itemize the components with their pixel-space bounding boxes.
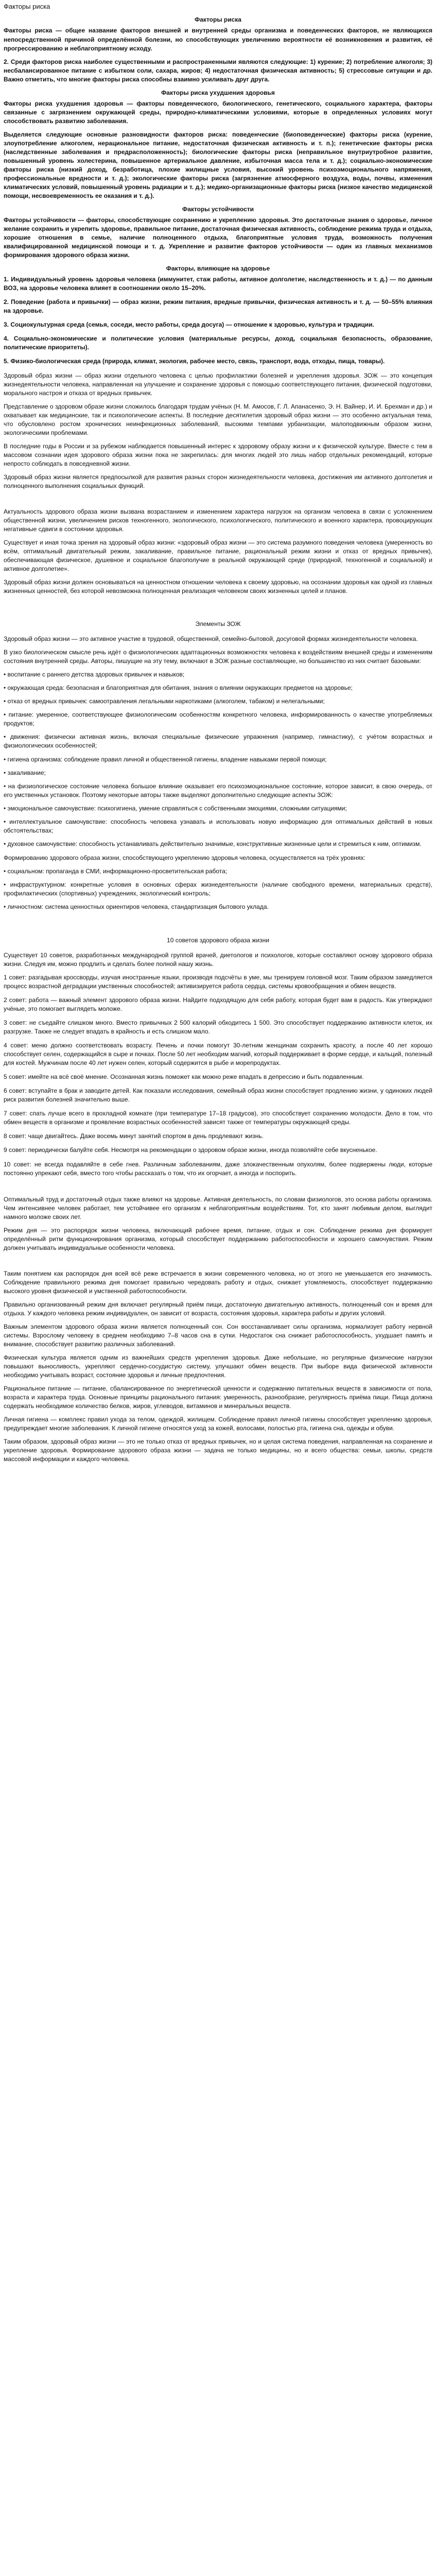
section-heading-ten-tips: 10 советов здорового образа жизни — [167, 936, 269, 944]
list-item: • закаливание; — [4, 769, 432, 777]
paragraph: Режим дня — это распорядок жизни человека, включающий рабочее время, питание, отдых и сон. Соблюдение режима дня формирует определённый ритм функционирования организма, который способствует поддержанию работоспособности и хорошего самочувствия. Режим должен учитывать индивидуальные особенности человека. — [4, 1226, 432, 1251]
paragraph: Здоровый образ жизни является предпосылкой для развития разных сторон жизнедеятельности человека, достижения им активного долголетия и полноценного выполнения социальных функций. — [4, 473, 432, 489]
list-item: • питание: умеренное, соответствующее физиологическим особенностям конкретного человека, информированность о качестве употребляемых продуктов; — [4, 710, 432, 728]
list-item: 1. Индивидуальный уровень здоровья человека (иммунитет, стаж работы, активное долголетие, наследственность и т. д.) — по данным ВОЗ, на здоровье человека влияет в соотношении около 15–20%. — [4, 276, 432, 292]
paragraph: Физическая культура является одним из важнейших средств укрепления здоровья. Даже небольшие, но регулярные физические нагрузки повышают выносливость, укрепляют сердечно-сосудистую систему, улучшают обмен веществ. При выборе вида физической активности необходимо учитывать возраст, состояние здоровья и личные предпочтения. — [4, 1354, 432, 1379]
list-item: • эмоциональное самочувствие: психогигиена, умение справляться с собственными эмоциями, сложными ситуациями; — [4, 804, 432, 813]
list-item: • гигиена организма: соблюдение правил личной и общественной гигиены, владение навыками первой помощи; — [4, 755, 432, 764]
tip-item: 6 совет: вступайте в брак и заводите детей. Как показали исследования, семейный образ жизни способствует продлению жизни, у одиноких людей риск развития болезней значительно выше. — [4, 1087, 432, 1104]
list-item: • личностном: система ценностных ориентиров человека, стандартизация бытового уклада. — [4, 903, 432, 911]
paragraph: Правильно организованный режим дня включает регулярный приём пищи, достаточную двигательную активность, полноценный сон и время для отдыха. У каждого человека режим индивидуален, он зависит от возраста, состояния здоровья, характера работы и других условий. — [4, 1300, 432, 1317]
section-heading-resilience-factors: Факторы устойчивости — [182, 206, 254, 213]
paragraph: Существует 10 советов, разработанных международной группой врачей, диетологов и психологов, которые составляют основу здорового образа жизни. Следуя им, можно продлить и сделать более полной нашу жизнь. — [4, 951, 432, 968]
tip-item: 5 совет: имейте на всё своё мнение. Осознанная жизнь поможет как можно реже впадать в депрессию и быть подавленным. — [4, 1073, 364, 1081]
section-heading-risk-factors: Факторы риска — [195, 16, 241, 24]
list-item: • духовное самочувствие: способность устанавливать действительно значимые, конструктивные жизненные цели и стремиться к ним, оптимизм. — [4, 840, 432, 849]
paragraph: Факторы устойчивости — факторы, способствующие сохранению и укреплению здоровья. Это достаточные знания о здоровье, личное желание сохранить и укрепить здоровье, правильное питание, достаточная физическая активность, соблюдение режима труда и отдыха, хорошие отношения в семье, наличие полноценного отдыха, благоприятные условия труда, возможность получения квалифицированной медицинской помощи и т. д. Укрепление и развитие факторов устойчивости — один из главных механизмов формирования здорового образа жизни. — [4, 216, 432, 259]
list-item: • движения: физически активная жизнь, включая специальные физические упражнения (например, гимнастику), с учётом возрастных и физиологических особенностей; — [4, 733, 432, 750]
section-heading-health-risk-factors: Факторы риска ухудшения здоровья — [161, 89, 275, 96]
paragraph: Важным элементом здорового образа жизни является полноценный сон. Сон восстанавливает силы организма, нормализует работу нервной системы. Взрослому человеку в среднем необходимо 7–8 часов сна в сутки. Недостаток сна снижает работоспособность, ухудшает память и внимание, способствует развитию различных заболеваний. — [4, 1323, 432, 1348]
paragraph: Таким понятием как распорядок дня всей всё реже встречается в жизни современного человека, но от этого не уменьшается его значимость. Соблюдение правильного режима дня помогает правильно чередовать работу и отдых, снижает утомляемость, способствует поддержанию высокого уровня физической и умственной работоспособности. — [4, 1269, 432, 1295]
paragraph: Здоровый образ жизни — образ жизни отдельного человека с целью профилактики болезней и укрепления здоровья. ЗОЖ — это концепция жизнедеятельности человека, направленная на улучшение и сохранение здоровья с помощью соответствующего питания, физической подготовки, морального настроя и отказа от вредных привычек. — [4, 371, 432, 397]
paragraph: Представление о здоровом образе жизни сложилось благодаря трудам учёных (Н. М. Амосов, Г. Л. Апанасенко, Э. Н. Вайнер, И. И. Брехман и др.) и охватывает как медицинские, так и психологические аспекты. В последние десятилетия здоровый образ жизни — это особенно актуальная тема, что обусловлено ростом хронических неинфекционных заболеваний, высокими темпами урбанизации, малоподвижным образом жизни, экологическими проблемами. — [4, 402, 432, 436]
paragraph: Актуальность здорового образа жизни вызвана возрастанием и изменением характера нагрузок на организм человека в связи с усложнением общественной жизни, увеличением рисков техногенного, экологического, психологического, политического и военного характера, провоцирующих негативные сдвиги в состоянии здоровья. — [4, 507, 432, 533]
section-heading-zozh-elements: Элементы ЗОЖ — [195, 620, 241, 628]
spacer — [4, 917, 432, 929]
spacer — [4, 1183, 432, 1195]
list-item: 2. Поведение (работа и привычки) — образ жизни, режим питания, вредные привычки, физическая активность и т. д. — 50–55% влияния на здоровье. — [4, 298, 432, 315]
bullet-list — [4, 867, 432, 911]
bullet-list — [4, 670, 432, 848]
tip-item: 8 совет: чаще двигайтесь. Даже восемь минут занятий спортом в день продлевают жизнь. — [4, 1132, 264, 1140]
paragraph: Таким образом, здоровый образ жизни — это не только отказ от вредных привычек, но и целая система поведения, направленная на сохранение и укрепление здоровья. Формирование здорового образа жизни — задача не только медицины, но и всего общества: семьи, школы, средств массовой информации и каждого человека. — [4, 1438, 432, 1463]
list-item: 5. Физико-биологическая среда (природа, климат, экология, рабочее место, связь, транспорт, вода, отходы, пища, товары). — [4, 358, 385, 365]
paragraph: 2. Среди факторов риска наиболее существенными и распространенными являются следующие: 1) курение; 2) потребление алкоголя; 3) несбалансированное питание с избытком соли, сахара, жиров; 4) недостаточная физическая активность; 5) стрессовые ситуации и др. Важно отметить, что многие факторы риска способны взаимно усиливать друг друга. — [4, 58, 432, 83]
paragraph: В последние годы в России и за рубежом наблюдается повышенный интерес к здоровому образу жизни и к физической культуре. Вместе с тем в массовом сознании идея здорового образа жизни пока не закрепилась: для многих людей это лишь набор отдельных рекомендаций, которые непросто соблюдать в повседневной жизни. — [4, 442, 432, 467]
paragraph: Здоровый образ жизни — это активное участие в трудовой, общественной, семейно-бытовой, досуговой формах жизнедеятельности человека. — [4, 635, 418, 643]
tip-item: 9 совет: периодически балуйте себя. Несмотря на рекомендации о здоровом образе жизни, иногда позволяйте себе вкусненькое. — [4, 1146, 377, 1154]
list-item: • социальном: пропаганда в СМИ, информационно-просветительская работа; — [4, 867, 432, 876]
spacer — [4, 495, 432, 507]
list-item: 4. Социально-экономические и политические условия (материальные ресурсы, доход, социальная безопасность, образование, политические приоритеты). — [4, 335, 432, 351]
paragraph: Рациональное питание — питание, сбалансированное по энергетической ценности и содержанию питательных веществ в зависимости от пола, возраста и характера труда. Основные принципы рационального питания: умеренность, разнообразие, регулярность приёма пищи. Пища должна содержать необходимое количество белков, жиров, углеводов, витаминов и минеральных веществ. — [4, 1385, 432, 1410]
tip-item: 2 совет: работа — важный элемент здорового образа жизни. Найдите подходящую для себя работу, которая будет вам в радость. Как утверждают учёные, это помогает выглядеть моложе. — [4, 996, 432, 1013]
paragraph: В узко биологическом смысле речь идёт о физиологических адаптационных возможностях человека к воздействиям внешней среды и изменениям состояния внутренней среды. Авторы, пишущие на эту тему, включают в ЗОЖ разные составляющие, но большинство из них считает базовыми: — [4, 649, 432, 665]
list-item: • окружающая среда: безопасная и благоприятная для обитания, знания о влиянии окружающих предметов на здоровье; — [4, 684, 432, 692]
paragraph: Факторы риска ухудшения здоровья — факторы поведенческого, биологического, генетического, социального характера, факторы связанные с загрязнением окружающей среды, природно-климатическими условиями, которые в определенных условиях могут способствовать развитию заболевания. — [4, 99, 432, 125]
tip-item: 10 совет: не всегда подавляйте в себе гнев. Различным заболеваниям, даже злокачественным опухолям, более подвержены люди, которые постоянно упрекают себя, вместо того чтобы рассказать о том, что их огорчает, а иногда и поспорить. — [4, 1160, 432, 1177]
spacer — [4, 600, 432, 613]
list-item: 3. Социокультурная среда (семья, соседи, место работы, среда досуга) — отношение к здоровью, культура и традиции. — [4, 321, 374, 329]
paragraph: Здоровый образ жизни должен основываться на ценностном отношении человека к своему здоровью, на осознании здоровья как одной из главных жизненных ценностей, без которой невозможна полноценная реализация человеком своих жизненных целей и планов. — [4, 579, 432, 595]
tip-item: 3 совет: не съедайте слишком много. Вместо привычных 2 500 калорий обходитесь 1 500. Это способствует поддержанию активности клеток, их разгрузке. Также не следует впадать в крайность и есть слишком мало. — [4, 1019, 432, 1036]
paragraph: Оптимальный труд и достаточный отдых также влияют на здоровье. Активная деятельность, по словам физиологов, это основа работы организма. Чем интенсивнее человек работает, тем устойчивее его организм к неблагоприятным воздействиям. Тот, кто занят любимым делом, выглядит намного моложе своих лет. — [4, 1195, 432, 1221]
list-item: • воспитание с раннего детства здоровых привычек и навыков; — [4, 670, 432, 679]
list-item: • инфраструктурном: конкретные условия в основных сферах жизнедеятельности (наличие свободного времени, материальных средств), профилактических (спортивных) учреждениях, экологический контроль; — [4, 880, 432, 898]
list-item: • отказ от вредных привычек: самоотравления легальными наркотиками (алкоголем, табаком) и нелегальными; — [4, 697, 432, 706]
page-title: Факторы риска — [4, 3, 50, 10]
list-item: • интеллектуальное самочувствие: способность человека узнавать и использовать новую информацию для оптимальных действий в новых обстоятельствах; — [4, 818, 432, 835]
spacer — [4, 1257, 432, 1269]
section-heading-health-factors: Факторы, влияющие на здоровье — [166, 265, 270, 273]
paragraph: Факторы риска — общее название факторов внешней и внутренней среды организма и поведенческих факторов, не являющихся непосредственной причиной определённой болезни, но способствующих увеличению вероятности её возникновения и развития, её прогрессированию и неблагоприятному исходу. — [4, 27, 432, 52]
paragraph: Личная гигиена — комплекс правил ухода за телом, одеждой, жилищем. Соблюдение правил личной гигиены способствует укреплению здоровья, предупреждает многие заболевания. К личной гигиене относятся уход за кожей, волосами, полостью рта, гигиена сна, одежды и обуви. — [4, 1416, 432, 1432]
paragraph: Формированию здорового образа жизни, способствующего укреплению здоровья человека, осуществляется на трёх уровнях: — [4, 854, 365, 861]
paragraph: Выделяется следующие основные разновидности факторов риска: поведенческие (биоповеденческие) факторы риска (курение, злоупотребление алкоголем, нерациональное питание, недостаточная физическая активность и т. п.); генетические факторы риска (наследственные заболевания и предрасположенность); биологические факторы риска (неправильное внутриутробное развитие, повышенный уровень холестерина, повышенное артериальное давление, избыточная масса тела и т. д.); социально-экономические факторы риска (низкий доход, безработица, плохие жилищные условия, высокий уровень психоэмоционального напряжения, профессиональные вредности и т. д.); экологические факторы риска (загрязнение атмосферного воздуха, воды, почвы, изменения климатических условий, повышенный уровень радиации и т. д.); медико-организационные факторы риска (низкое качество медицинской помощи, несвоевременность ее оказания и т. д.). — [4, 130, 432, 200]
paragraph: Существует и иная точка зрения на здоровый образ жизни: «здоровый образ жизни — это система разумного поведения человека (умеренность во всём, оптимальный двигательный режим, закаливание, правильное питание, рациональный режим жизни и отказ от вредных привычек), обеспечивающая физическое, душевное и социальное благополучие в реальной окружающей среде (природной, техногенной и социальной) и активное долголетие». — [4, 538, 432, 573]
tip-item: 7 совет: спать лучше всего в прохладной комнате (при температуре 17–18 градусов), это способствует сохранению молодости. Дело в том, что обмен веществ в организме и проявление возрастных особенностей зависят также от температуры окружающей среды. — [4, 1110, 432, 1126]
tip-item: 4 совет: меню должно соответствовать возрасту. Печень и почки помогут 30-летним женщинам сохранить красоту, а после 40 лет хорошо способствует селен, содержащийся в сыре и почках. После 50 лет необходим магний, который поддерживает в форме сердце, и кальций, полезный для костей. Мужчинам после 40 лет нужен селен, который содержится в рыбе и морепродуктах. — [4, 1042, 432, 1067]
list-item: • на физиологическое состояние человека большое влияние оказывает его психоэмоциональное состояние, которое зависит, в свою очередь, от его умственных установок. Поэтому некоторые авторы также выделяют дополнительно следующие аспекты ЗОЖ: — [4, 782, 432, 800]
tip-item: 1 совет: разгадывая кроссворды, изучая иностранные языки, производя подсчёты в уме, мы тренируем головной мозг. Таким образом замедляется процесс возрастной деградации умственных способностей; активизируется работа сердца, системы кровообращения и обмен веществ. — [4, 974, 432, 990]
